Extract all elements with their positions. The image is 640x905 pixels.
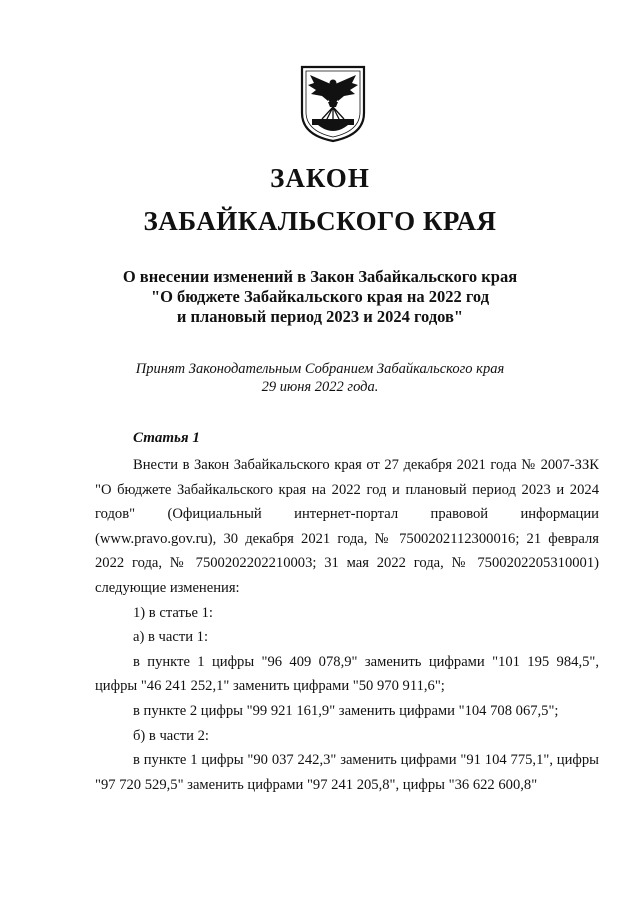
coat-of-arms-emblem [298, 63, 368, 143]
article-body [95, 453, 599, 797]
item-1a-point-2: в пункте 2 цифры "99 921 161,9" заменить цифрами "104 708 067,5"; [133, 702, 559, 719]
adoption-note [0, 360, 640, 396]
article-intro: Внести в Закон Забайкальского края от 27 декабря 2021 года № 2007-ЗЗК "О бюджете Забайкальского края на 2022 год и плановый период 2023 и 2024 годов" (Официальный интернет-портал правовой информации (www.pravo.gov.ru), 30 декабря 2021 года, № 7500202112300016; 21 февраля 2022 года, № 7500202202210003; 31 мая 2022 года, № 7500202205310001) следующие изменения: [95, 457, 599, 596]
adoption-line-1: Принят Законодательным Собранием Забайкальского края [135, 361, 505, 377]
item-1b: б) в части 2: [133, 727, 209, 744]
item-1a: а) в части 1: [133, 629, 209, 646]
subtitle-line-2: "О бюджете Забайкальского края на 2022 год [150, 287, 490, 306]
item-1a-point-1: в пункте 1 цифры "96 409 078,9" заменить цифрами "101 195 984,5", цифры "46 241 252,1" заменить цифрами "50 970 911,6"; [95, 653, 599, 695]
document-title-line1: ЗАКОН [270, 163, 370, 193]
article-heading: Статья 1 [133, 430, 200, 446]
item-1b-point-1: в пункте 1 цифры "90 037 242,3" заменить цифрами "91 104 775,1", цифры "97 720 529,5" заменить цифрами "97 241 205,8", цифры "36 622 600,8" [95, 752, 599, 793]
adoption-line-2: 29 июня 2022 года. [261, 379, 379, 395]
subtitle-line-3: и плановый период 2023 и 2024 годов" [176, 307, 464, 326]
law-subtitle [0, 267, 640, 327]
subtitle-line-1: О внесении изменений в Закон Забайкальского края [122, 267, 518, 286]
document-title-line2: ЗАБАЙКАЛЬСКОГО КРАЯ [143, 206, 497, 236]
item-1: 1) в статье 1: [133, 604, 213, 621]
